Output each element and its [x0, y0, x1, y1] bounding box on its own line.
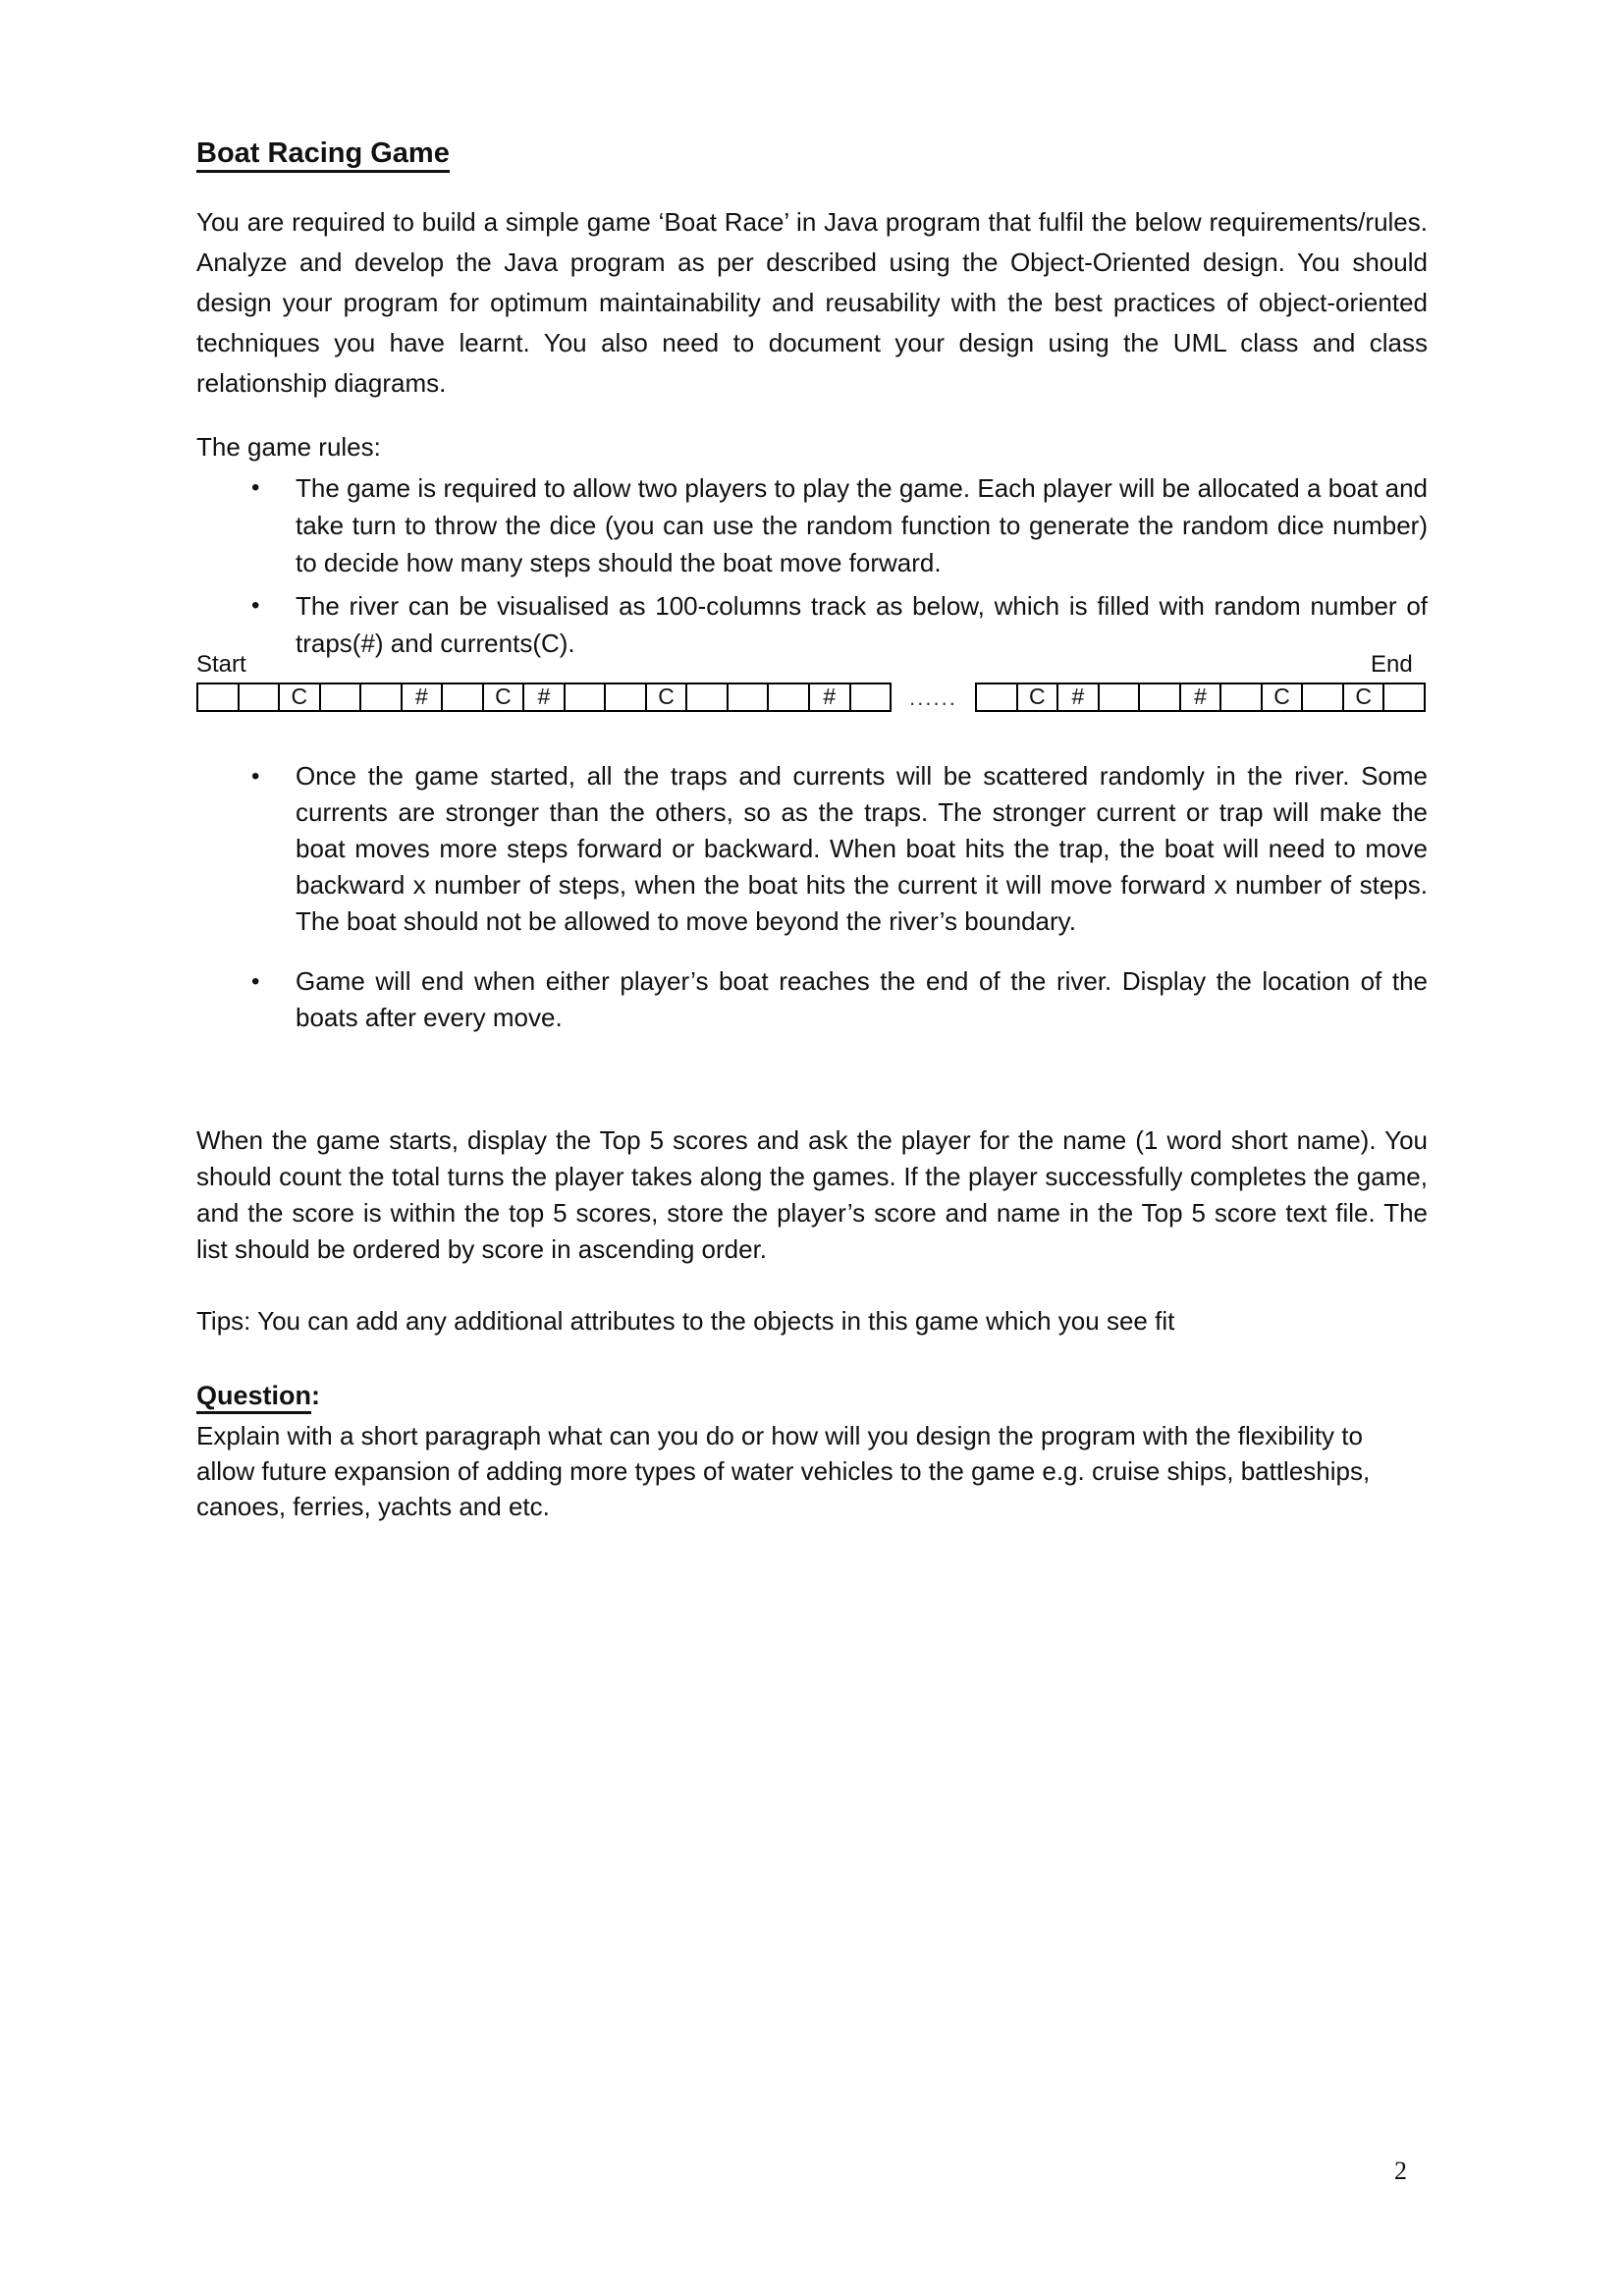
river-track-left [196, 683, 892, 712]
page-title [196, 137, 450, 170]
river-cell: # [401, 684, 442, 710]
question-heading-text: Question [196, 1381, 311, 1414]
list-item [196, 469, 1428, 581]
tips-line: Tips: You can add any additional attributes to the objects in this game which you see fit [196, 1306, 1175, 1336]
page-title-text: Boat Racing Game [196, 137, 450, 173]
river-cell [1219, 684, 1261, 710]
river-cell [685, 684, 727, 710]
river-cell: # [1056, 684, 1098, 710]
list-item [196, 963, 1428, 1036]
list-item [196, 758, 1428, 940]
river-cell [1382, 684, 1424, 710]
river-end-label: End [1371, 651, 1413, 678]
rule-text: Game will end when either player’s boat reaches the end of the river. Display the location of the boats after every move. [296, 966, 1428, 1032]
river-cell: # [522, 684, 564, 710]
bullet-icon: • [251, 474, 260, 501]
rules-list [196, 469, 1428, 668]
rules-heading: The game rules: [196, 432, 381, 462]
river-cell: C [278, 684, 319, 710]
bullet-icon: • [251, 763, 260, 790]
river-cell: C [645, 684, 686, 710]
river-cell [1301, 684, 1342, 710]
rule-text: Once the game started, all the traps and currents will be scattered randomly in the river. Some currents are stronger than the others, so as the traps. The stronger current or trap will make the boat moves more steps forward or backward. When boat hits the trap, the boat will need to move backward x number of steps, when the boat hits the current it will move forward x number of steps. The boat should not be allowed to move beyond the river’s boundary. [296, 761, 1428, 936]
river-track-right [975, 683, 1426, 712]
intro-paragraph: You are required to build a simple game ‘Boat Race’ in Java program that fulfil the below requirements/rules. Analyze and develop the Java program as per described using the Object-Oriented design. You should design your program for optimum maintainability and reusability with the best practices of object-oriented techniques you have learnt. You also need to document your design using the UML class and class relationship diagrams. [196, 207, 1428, 398]
river-cell [564, 684, 605, 710]
river-cell [198, 684, 238, 710]
bullet-icon: • [251, 592, 260, 619]
river-cell: C [1261, 684, 1302, 710]
river-cell [767, 684, 808, 710]
river-cell: C [1342, 684, 1383, 710]
river-cell: # [808, 684, 849, 710]
river-cell [727, 684, 768, 710]
river-cell: C [1016, 684, 1057, 710]
rules-list-continued [196, 758, 1428, 1060]
river-cell [849, 684, 891, 710]
river-cell [441, 684, 482, 710]
question-heading-colon: : [311, 1381, 321, 1410]
question-paragraph: Explain with a short paragraph what can you do or how will you design the program with the flexibility to allow future expansion of adding more types of water vehicles to the game e.g. cruise ships, battleships, canoes, ferries, yachts and etc. [196, 1421, 1371, 1521]
river-start-label: Start [196, 651, 246, 678]
river-cell [1098, 684, 1139, 710]
river-gap-dots: ...... [909, 685, 957, 710]
river-cell [319, 684, 360, 710]
river-cell [359, 684, 401, 710]
bullet-icon: • [251, 968, 260, 995]
scores-paragraph: When the game starts, display the Top 5 scores and ask the player for the name (1 word short name). You should count the total turns the player takes along the games. If the player successfully completes the game, and the score is within the top 5 scores, store the player’s score and name in the Top 5 score text file. The list should be ordered by score in ascending order. [196, 1125, 1428, 1264]
river-cell [604, 684, 645, 710]
rule-text: The river can be visualised as 100-columns track as below, which is filled with random number of traps(#) and currents(C). [296, 591, 1428, 658]
river-cell [1138, 684, 1179, 710]
river-cell [238, 684, 279, 710]
rule-text: The game is required to allow two players to play the game. Each player will be allocated a boat and take turn to throw the dice (you can use the random function to generate the random dice number) to decide how many steps should the boat move forward. [296, 473, 1428, 577]
list-item [196, 587, 1428, 662]
river-cell: C [482, 684, 523, 710]
river-cell: # [1179, 684, 1220, 710]
river-cell [977, 684, 1016, 710]
page-number: 2 [1394, 2157, 1407, 2185]
question-heading [196, 1381, 320, 1411]
